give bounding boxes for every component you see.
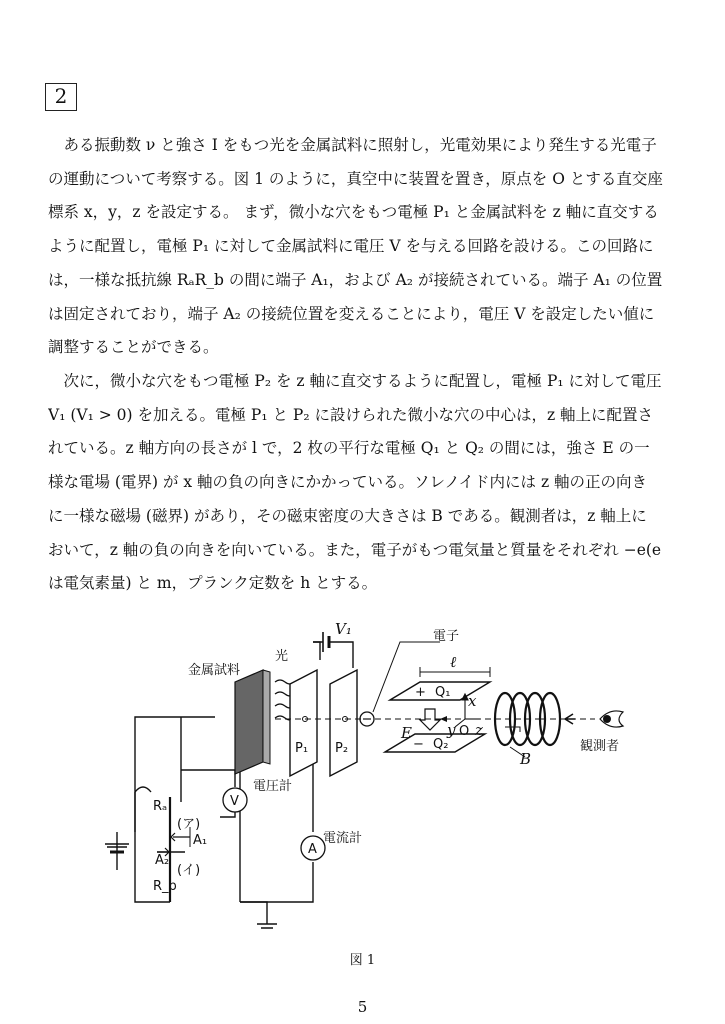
label-rb: R_b	[153, 879, 177, 894]
text-line: は電気素量) と m，プランク定数を h とする。	[48, 574, 378, 593]
text-line: 次に，微小な穴をもつ電極 P₂ を z 軸に直交するように配置し，電極 P₁ に対して電圧	[48, 372, 662, 390]
label-minus: −	[413, 737, 424, 752]
text-line: れている。z 軸方向の長さが l で，2 枚の平行な電極 Q₁ と Q₂ の間には，強さ E の一	[48, 439, 650, 458]
text-line: 調整することができる。	[48, 338, 219, 357]
label-ammeter: 電流計	[323, 831, 363, 846]
label-plus: +	[415, 685, 426, 700]
paragraph-2	[48, 365, 683, 601]
label-origin: O	[459, 724, 470, 739]
label-electron: 電子	[433, 629, 460, 644]
wire	[181, 770, 235, 787]
text-line: 標系 x，y，z を設定する。 まず，微小な穴をもつ電極 P₁ と金属試料を z 軸に直交する	[48, 203, 659, 222]
label-q2: Q₂	[433, 737, 449, 752]
wire	[313, 642, 320, 660]
text-line: に一様な磁場 (磁界) があり，その磁束密度の大きさは B である。観測者は，z 軸上に	[48, 506, 647, 525]
wire	[313, 642, 353, 668]
label-ra: Rₐ	[153, 799, 168, 814]
label-i-direction: (イ)	[177, 863, 201, 878]
text-line: ように配置し，電極 P₁ に対して金属試料に電圧 V を与える回路を設ける。この回路に	[48, 237, 654, 256]
electrode-p1	[290, 670, 317, 776]
terminal-a1-arrow	[171, 833, 190, 841]
wire-crossover	[135, 787, 151, 792]
text-line: ある振動数 ν と強さ I をもつ光を金属試料に照射し，光電効果により発生する光電子	[48, 136, 657, 154]
electrode-p2	[330, 670, 357, 776]
wire	[220, 812, 235, 817]
label-voltmeter: 電圧計	[253, 779, 293, 794]
label-a2: A₂	[155, 853, 170, 868]
ground-symbol	[257, 912, 277, 928]
label-metal-sample: 金属試料	[188, 663, 241, 678]
paragraph-1	[48, 129, 683, 365]
label-p1: P₁	[295, 741, 309, 756]
text-line: は，一様な抵抗線 RₐR_b の間に端子 A₁，および A₂ が接続されている。端子 A₁ の位置	[48, 270, 663, 289]
text-line: は固定されており，端子 A₂ の接続位置を変えることにより，電圧 V を設定したい値に	[48, 304, 655, 323]
label-x: x	[468, 692, 477, 710]
label-observer: 観測者	[580, 739, 620, 754]
voltmeter-symbol: V	[230, 794, 239, 809]
figure-caption: 図 1	[349, 953, 376, 968]
label-ell: ℓ	[450, 653, 457, 671]
problem-number: 2	[45, 83, 77, 111]
text-line: 様な電場 (電界) が x 軸の負の向きにかかっている。ソレノイド内には z 軸の正の向き	[48, 473, 648, 492]
label-b: B	[520, 750, 532, 768]
text-line: おいて，z 軸の負の向きを向いている。また，電子がもつ電気量と質量をそれぞれ −e(e	[48, 540, 662, 559]
text-line: の運動について考察する。図 1 のように，真空中に装置を置き，原点を O とする直交座	[48, 169, 663, 188]
eye-icon	[600, 711, 623, 727]
apparatus-diagram	[95, 612, 695, 932]
wire	[240, 862, 313, 902]
label-p2: P₂	[335, 741, 349, 756]
label-a-direction: (ア)	[177, 817, 201, 832]
observer-arrow-icon	[565, 714, 575, 724]
electron-leader	[373, 642, 440, 712]
text-line: V₁ (V₁ > 0) を加える。電極 P₁ と P₂ に設けられた微小な穴の中心は，z 軸上に配置さ	[48, 405, 654, 424]
label-v1: V₁	[335, 620, 352, 638]
metal-sample	[235, 670, 270, 774]
wire	[240, 902, 267, 912]
label-z: z	[475, 721, 483, 739]
v1-battery-icon	[323, 632, 329, 652]
label-a1: A₁	[193, 833, 208, 848]
label-q1: Q₁	[435, 685, 451, 700]
page-number: 5	[357, 998, 368, 1016]
label-e: E	[401, 724, 412, 742]
label-y: y	[447, 721, 456, 739]
z-arrow-icon	[440, 716, 447, 722]
label-light: 光	[275, 649, 289, 664]
wire	[135, 717, 215, 832]
ammeter-symbol: A	[308, 842, 317, 857]
